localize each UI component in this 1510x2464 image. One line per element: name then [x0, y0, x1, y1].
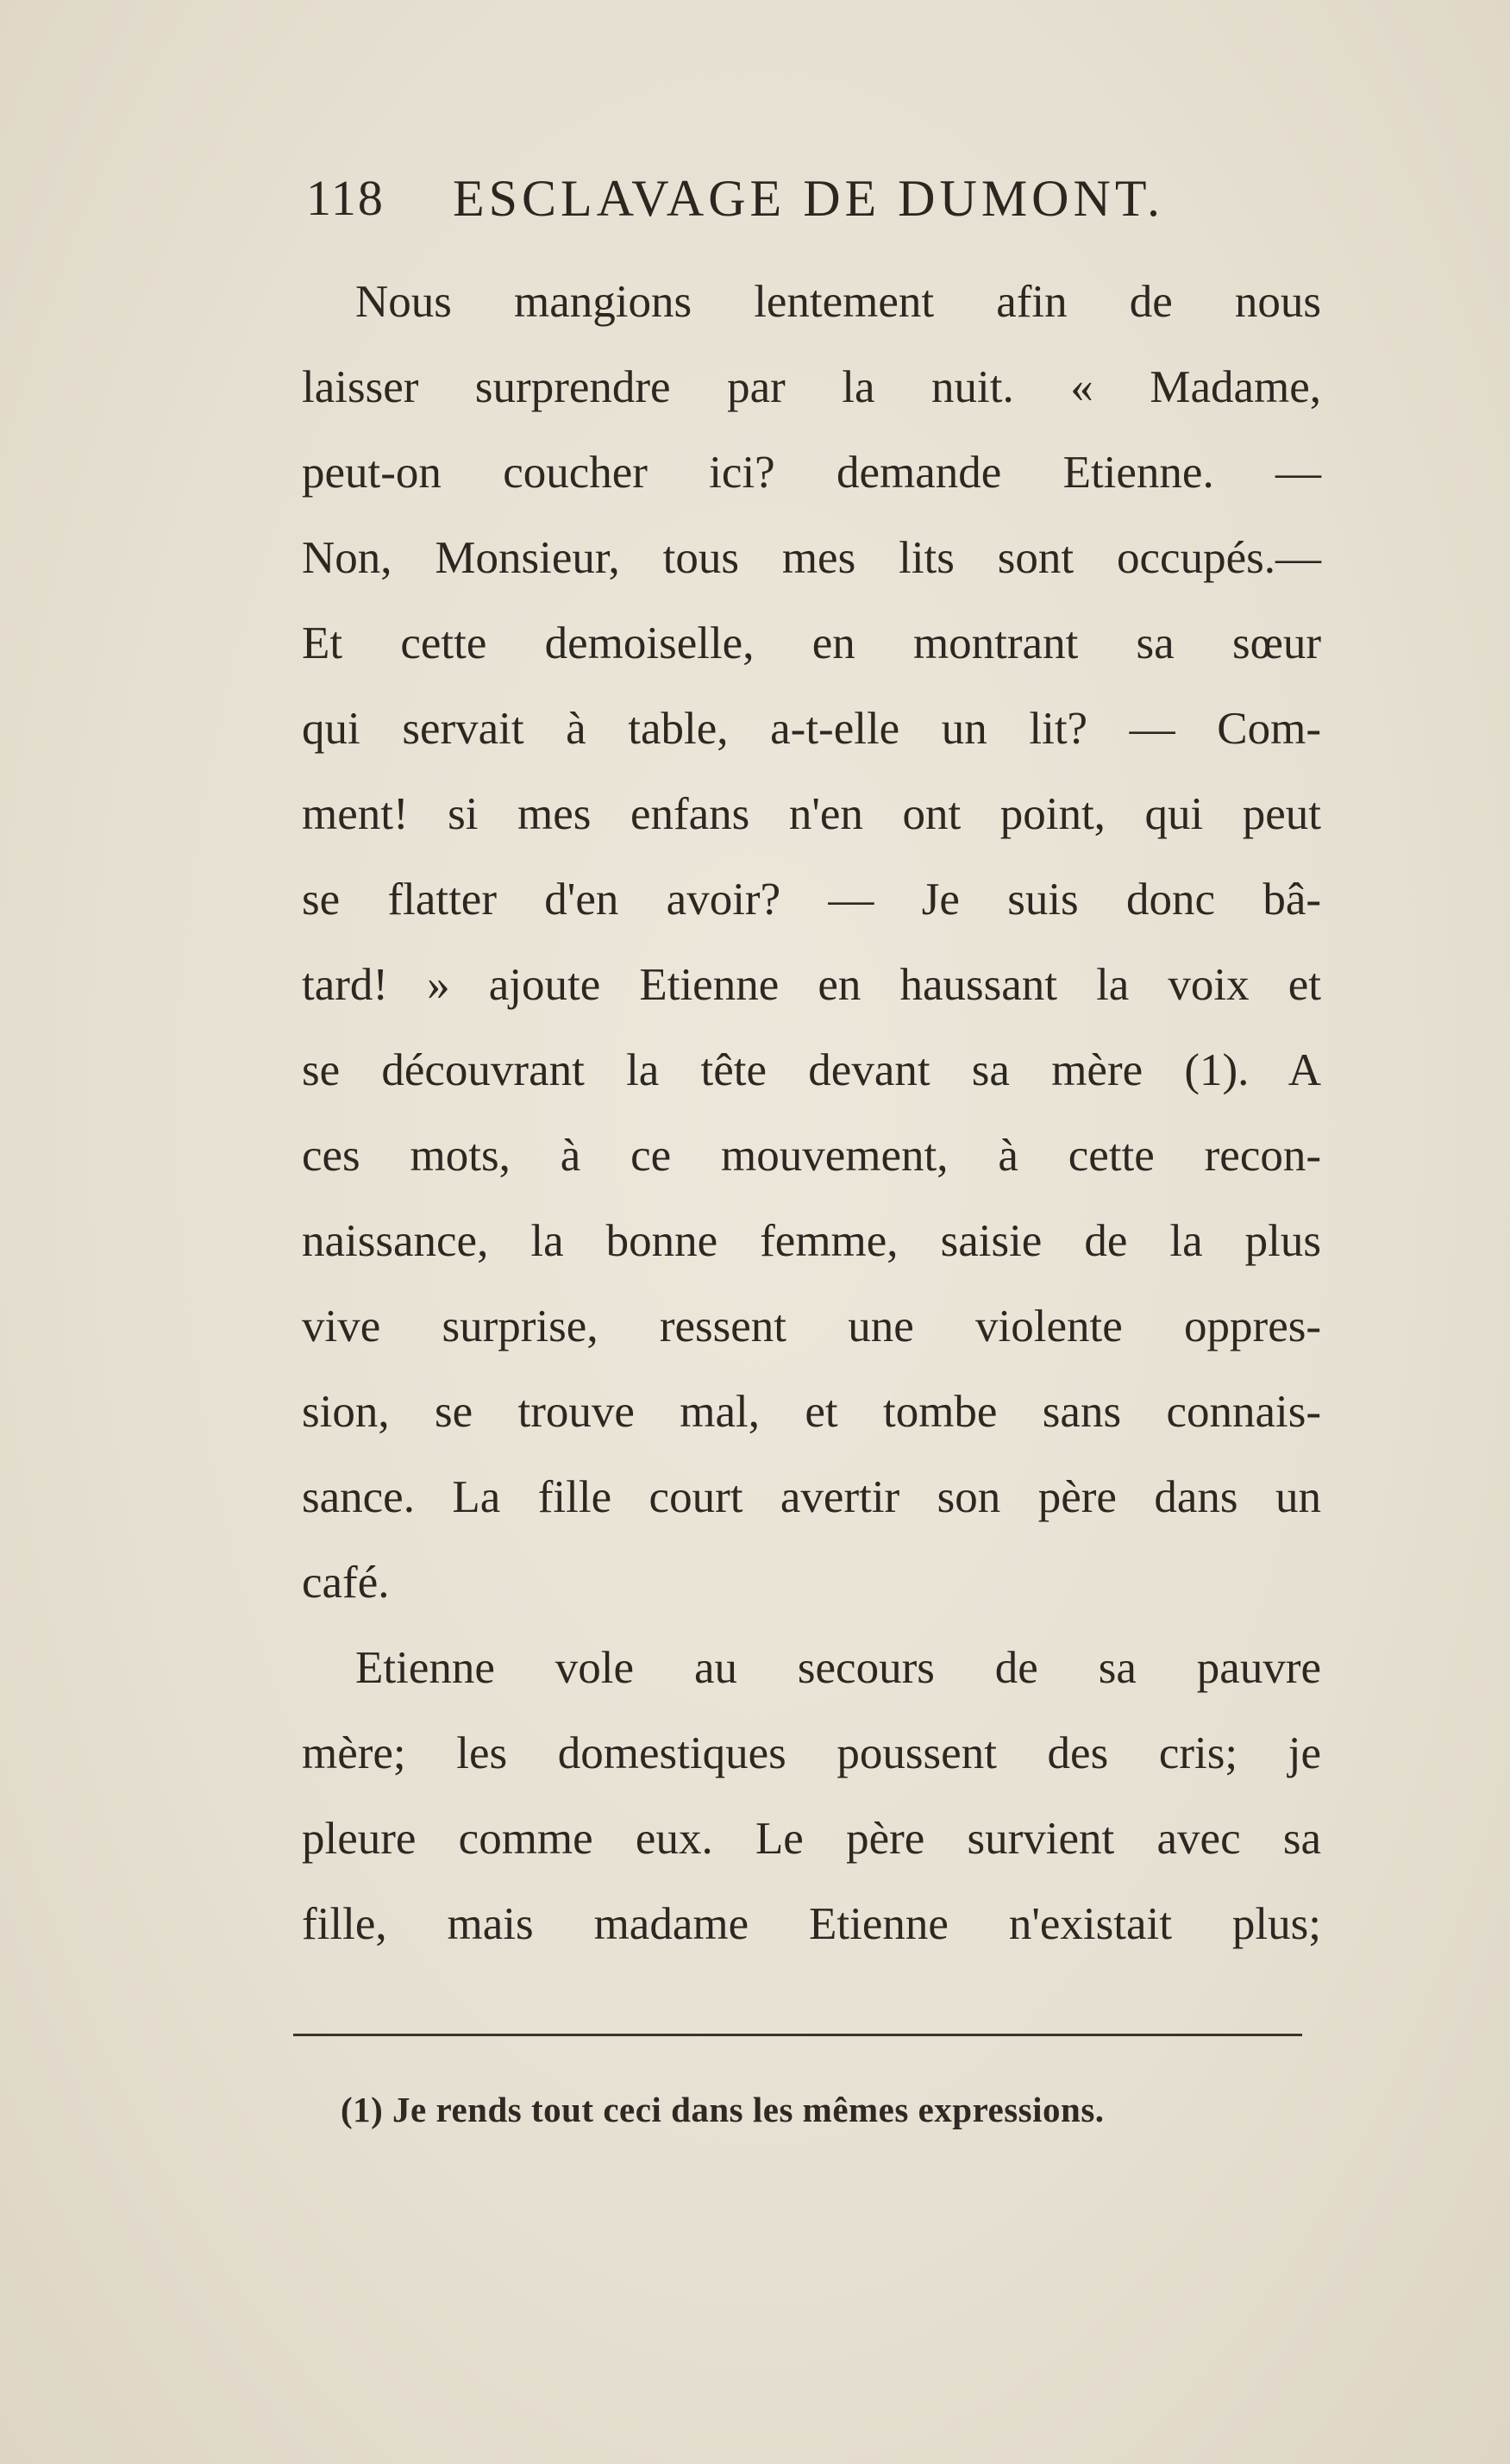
text-line: laisser surprendre par la nuit. « Madame,	[302, 362, 1321, 412]
text-line: se découvrant la tête devant sa mère (1). A	[302, 1045, 1321, 1095]
text-line: fille, mais madame Etienne n'existait plus;	[302, 1899, 1321, 1949]
text-line: Etienne vole au secours de sa pauvre	[355, 1643, 1321, 1693]
text-line: peut-on coucher ici? demande Etienne. —	[302, 448, 1321, 498]
running-head: ESCLAVAGE DE DUMONT.	[453, 170, 1165, 227]
page-header	[306, 169, 1177, 238]
text-line: Nous mangions lentement afin de nous	[355, 277, 1321, 327]
text-line: Et cette demoiselle, en montrant sa sœur	[302, 618, 1321, 668]
text-line: café.	[302, 1558, 390, 1608]
text-line: pleure comme eux. Le père survient avec sa	[302, 1814, 1321, 1864]
text-line: vive surprise, ressent une violente oppres-	[302, 1301, 1321, 1351]
text-line: naissance, la bonne femme, saisie de la plus	[302, 1216, 1321, 1266]
text-line: sion, se trouve mal, et tombe sans connais-	[302, 1387, 1321, 1437]
footnote-rule	[293, 2034, 1302, 2036]
text-line: mère; les domestiques poussent des cris; je	[302, 1728, 1321, 1778]
text-line: Non, Monsieur, tous mes lits sont occupés.—	[302, 533, 1321, 583]
footnote: (1) Je rends tout ceci dans les mêmes expressions.	[341, 2090, 1105, 2129]
text-line: sance. La fille court avertir son père dans un	[302, 1472, 1321, 1522]
text-line: ces mots, à ce mouvement, à cette recon-	[302, 1131, 1321, 1181]
text-line: qui servait à table, a-t-elle un lit? — Com-	[302, 704, 1321, 754]
page-number: 118	[306, 170, 385, 226]
body-text	[302, 269, 1321, 1977]
text-line: tard! » ajoute Etienne en haussant la voix et	[302, 960, 1321, 1010]
text-line: se flatter d'en avoir? — Je suis donc bâ-	[302, 875, 1321, 925]
text-line: ment! si mes enfans n'en ont point, qui peut	[302, 789, 1321, 839]
